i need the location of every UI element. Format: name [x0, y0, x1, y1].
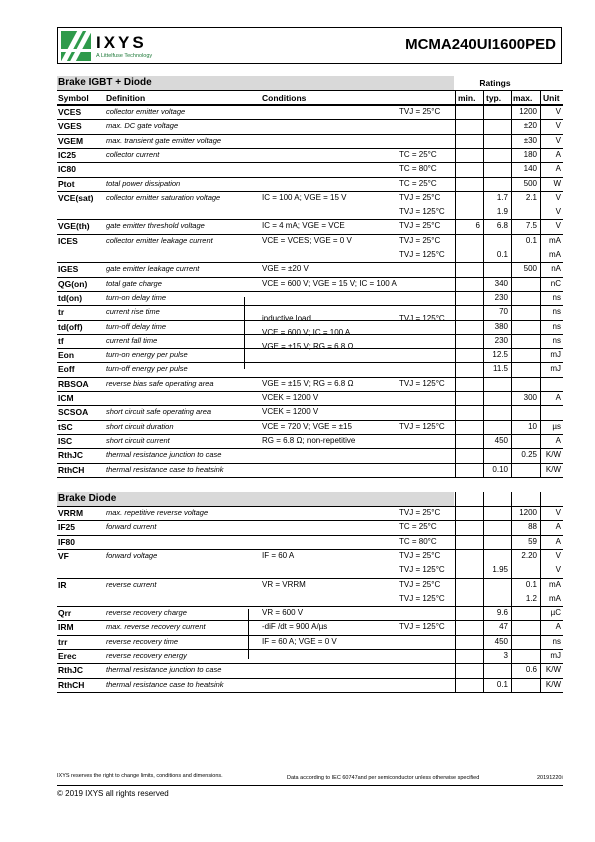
unit-cell: A [555, 149, 561, 159]
row-divider [57, 162, 563, 163]
unit-cell: mA [549, 250, 561, 259]
switching-tc: TVJ = 125°C [399, 314, 445, 323]
switching-cond-1: inductive load [262, 314, 311, 323]
unit-cell: µs [552, 421, 561, 431]
max-cell: ±30 [523, 135, 537, 145]
table-row [57, 262, 563, 276]
row-divider [57, 678, 563, 679]
definition-cell: thermal resistance case to heatsink [106, 464, 224, 474]
max-cell: 140 [523, 164, 537, 174]
condition-cell: VR = VRRM [262, 579, 306, 589]
condition-cell: VCE = 600 V; VGE = 15 V; IC = 100 A [262, 278, 397, 288]
table-row [57, 420, 563, 434]
row-divider [57, 105, 563, 106]
symbol-cell: ICES [58, 235, 78, 246]
max-cell: 59 [528, 536, 537, 546]
definition-cell: forward current [106, 522, 157, 532]
condition-cell: VCE = VCES; VGE = 0 V [262, 235, 352, 245]
max-cell: 0.1 [525, 579, 537, 589]
max-cell: 1.2 [525, 593, 537, 603]
table-row [57, 134, 563, 148]
column-divider [483, 90, 484, 477]
part-number: MCMA240UI1600PED [405, 36, 556, 53]
row-divider [57, 420, 563, 421]
max-cell: 10 [528, 421, 537, 431]
symbol-cell: IR [58, 579, 67, 590]
max-cell: ±20 [523, 121, 537, 131]
temperature-cell: TC = 25°C [399, 178, 437, 188]
row-divider [57, 377, 563, 378]
symbol-cell: VCES [58, 107, 82, 117]
symbol-cell: Qrr [58, 608, 72, 619]
table-row [57, 248, 563, 262]
table-row [57, 277, 563, 291]
unit-cell: V [555, 192, 561, 202]
row-divider [57, 362, 563, 363]
definition-cell: max. transient gate emitter voltage [106, 135, 222, 145]
table-row [57, 606, 563, 620]
definition-cell: turn-on delay time [106, 292, 167, 302]
condition-cell: VGE = ±15 V; RG = 6.8 Ω [262, 378, 354, 388]
definition-cell: current rise time [106, 307, 160, 317]
typ-cell: 6.8 [496, 221, 508, 231]
definition-cell: reverse recovery time [106, 636, 179, 646]
column-divider [455, 90, 456, 477]
switching-cond-3: VGE = ±15 V; RG = 6.8 Ω [262, 342, 354, 351]
unit-cell: V [555, 121, 561, 131]
temperature-cell: TC = 25°C [399, 149, 437, 159]
unit-cell: mJ [550, 350, 561, 360]
max-cell: 88 [528, 522, 537, 532]
definition-cell: current fall time [106, 335, 158, 345]
row-divider [57, 305, 563, 306]
symbol-cell: VCE(sat) [58, 192, 94, 203]
unit-cell: A [555, 536, 561, 546]
typ-cell: 47 [499, 622, 508, 632]
definition-cell: short circuit duration [106, 421, 174, 431]
col-conditions: Conditions [262, 93, 307, 103]
temperature-cell: TVJ = 25°C [399, 221, 441, 231]
definition-cell: short circuit safe operating area [106, 407, 212, 417]
symbol-cell: IF25 [58, 522, 76, 533]
unit-cell: mA [549, 593, 561, 603]
temperature-cell: TVJ = 125°C [399, 622, 445, 632]
column-divider [540, 90, 541, 477]
symbol-cell: RthCH [58, 679, 85, 690]
switching-brace [244, 297, 245, 369]
definition-cell: reverse recovery charge [106, 608, 187, 618]
temperature-cell: TC = 25°C [399, 522, 437, 532]
unit-cell: V [555, 508, 561, 517]
col-unit: Unit [543, 93, 560, 103]
row-divider [57, 148, 563, 149]
temperature-cell: TVJ = 125°C [399, 378, 445, 388]
col-max: max. [513, 93, 533, 103]
typ-cell: 70 [499, 307, 508, 317]
column-divider [483, 492, 484, 692]
table-row [57, 678, 563, 692]
definition-cell: thermal resistance junction to case [106, 665, 222, 675]
unit-cell: A [555, 393, 561, 402]
row-divider [57, 663, 563, 664]
typ-cell: 0.1 [496, 679, 508, 689]
unit-cell: mJ [550, 651, 561, 660]
unit-cell: A [555, 522, 561, 532]
column-divider [455, 492, 456, 692]
condition-cell: IF = 60 A; VGE = 0 V [262, 636, 337, 646]
row-divider [57, 219, 563, 220]
table-row [57, 649, 563, 663]
symbol-cell: SCSOA [58, 407, 89, 418]
temperature-cell: TVJ = 125°C [399, 421, 445, 431]
column-divider [540, 492, 541, 692]
row-divider [57, 535, 563, 536]
table-row [57, 405, 563, 419]
typ-cell: 380 [494, 321, 508, 331]
brand-tagline: A Littelfuse Technology [96, 53, 153, 59]
row-divider [57, 234, 563, 235]
unit-cell: ns [552, 335, 561, 345]
col-min: min. [458, 93, 476, 103]
definition-cell: thermal resistance junction to case [106, 450, 222, 460]
temperature-cell: TVJ = 25°C [399, 235, 441, 245]
condition-cell: IF = 60 A [262, 550, 295, 560]
unit-cell: V [555, 221, 561, 231]
typ-cell: 230 [494, 292, 508, 302]
min-cell: 6 [475, 221, 480, 231]
table-row [57, 391, 563, 405]
table-row [57, 219, 563, 233]
symbol-cell: IC25 [58, 149, 76, 160]
condition-cell: -diF /dt = 900 A/µs [262, 622, 328, 632]
definition-cell: max. repetitive reverse voltage [106, 508, 209, 517]
max-cell: 2.1 [525, 192, 537, 202]
condition-cell: VCEK = 1200 V [262, 393, 319, 402]
typ-cell: 0.1 [496, 250, 508, 259]
typ-cell: 11.5 [493, 364, 508, 374]
symbol-cell: VF [58, 550, 69, 561]
definition-cell: reverse bias safe operating area [106, 378, 214, 388]
symbol-cell: RthCH [58, 464, 85, 475]
symbol-cell: td(off) [58, 321, 83, 332]
symbol-cell: QG(on) [58, 278, 88, 289]
typ-cell: 1.7 [496, 192, 508, 202]
row-divider [57, 649, 563, 650]
unit-cell: ns [552, 321, 561, 331]
row-divider [57, 549, 563, 550]
table-row [57, 549, 563, 563]
column-divider [511, 90, 512, 477]
temperature-cell: TVJ = 25°C [399, 550, 441, 560]
column-divider [511, 492, 512, 692]
typ-cell: 450 [494, 636, 508, 646]
symbol-cell: Eon [58, 350, 75, 361]
table-row [57, 620, 563, 634]
definition-cell: total power dissipation [106, 178, 181, 188]
unit-cell: V [555, 550, 561, 560]
temperature-cell: TVJ = 125°C [399, 250, 445, 259]
symbol-cell: Erec [58, 651, 77, 661]
unit-cell: A [555, 622, 561, 632]
definition-cell: short circuit current [106, 435, 170, 445]
definition-cell: max. reverse recovery current [106, 622, 206, 632]
table-row [57, 434, 563, 448]
ratings-label: Ratings [479, 78, 511, 88]
unit-cell: K/W [545, 464, 561, 474]
row-divider [57, 434, 563, 435]
row-divider [57, 119, 563, 120]
typ-cell: 3 [503, 651, 508, 660]
temperature-cell: TC = 80°C [399, 536, 437, 546]
unit-cell: K/W [545, 665, 561, 675]
row-divider [57, 277, 563, 278]
symbol-cell: tr [58, 307, 65, 318]
copyright: © 2019 IXYS all rights reserved [57, 789, 169, 798]
unit-cell: A [555, 435, 561, 445]
row-divider [57, 578, 563, 579]
definition-cell: total gate charge [106, 278, 162, 288]
symbol-cell: td(on) [58, 292, 83, 303]
unit-cell: V [555, 207, 561, 217]
unit-cell: nC [550, 278, 561, 288]
definition-cell: reverse current [106, 579, 157, 589]
table-row [57, 105, 563, 119]
typ-cell: 1.9 [496, 207, 508, 217]
row-divider [57, 262, 563, 263]
max-cell: 2.20 [521, 550, 537, 560]
brand-name: IXYS [96, 33, 147, 52]
symbol-cell: trr [58, 636, 68, 647]
col-symbol: Symbol [58, 93, 89, 103]
row-divider [57, 463, 563, 464]
condition-cell: IC = 100 A; VGE = 15 V [262, 192, 347, 202]
table-row [57, 291, 563, 305]
unit-cell: W [553, 178, 561, 188]
header-rule [57, 104, 563, 105]
definition-cell: gate emitter leakage current [106, 264, 200, 274]
max-cell: 1200 [519, 107, 537, 116]
symbol-cell: IF80 [58, 536, 76, 547]
unit-cell: V [555, 135, 561, 145]
symbol-cell: VGE(th) [58, 221, 90, 232]
table-row [57, 205, 563, 219]
row-divider [57, 620, 563, 621]
table-row [57, 448, 563, 462]
recovery-brace [248, 609, 249, 659]
max-cell: 1200 [519, 508, 537, 517]
unit-cell: µC [550, 608, 561, 618]
footer-divider [57, 785, 563, 786]
definition-cell: max. DC gate voltage [106, 121, 179, 131]
temperature-cell: TVJ = 25°C [399, 192, 441, 202]
unit-cell: K/W [545, 679, 561, 689]
table-row [57, 234, 563, 248]
row-divider [57, 177, 563, 178]
symbol-cell: IC80 [58, 164, 76, 175]
symbol-cell: RthJC [58, 450, 84, 461]
table-bottom-line [57, 692, 563, 693]
header-rule [57, 90, 563, 91]
max-cell: 0.25 [521, 450, 537, 460]
unit-cell: A [555, 164, 561, 174]
col-definition: Definition [106, 93, 146, 103]
col-typ: typ. [486, 93, 502, 103]
table-row [57, 191, 563, 205]
temperature-cell: TVJ = 125°C [399, 593, 445, 603]
typ-cell: 340 [494, 278, 508, 288]
typ-cell: 0.10 [492, 464, 508, 474]
max-cell: 180 [523, 149, 537, 159]
table-row [57, 177, 563, 191]
symbol-cell: ISC [58, 435, 73, 446]
table-row [57, 162, 563, 176]
temperature-cell: TVJ = 25°C [399, 107, 441, 116]
condition-cell: RG = 6.8 Ω; non-repetitive [262, 435, 356, 445]
switching-cond-2: VCE = 600 V; IC = 100 A [262, 328, 351, 337]
table-row [57, 563, 563, 577]
footer-standard: Data according to IEC 60747and per semiconductor unless otherwise specified [287, 775, 480, 781]
symbol-cell: tSC [58, 421, 73, 432]
row-divider [57, 191, 563, 192]
unit-cell: V [555, 107, 561, 116]
section-title-diode: Brake Diode [57, 492, 454, 506]
definition-cell: reverse recovery energy [106, 651, 187, 660]
definition-cell: turn-off energy per pulse [106, 364, 188, 374]
footer-disclaimer: IXYS reserves the right to change limits, conditions and dimensions. [57, 773, 223, 779]
table-row [57, 635, 563, 649]
max-cell: 500 [523, 264, 537, 274]
definition-cell: gate emitter threshold voltage [106, 221, 205, 231]
table-row [57, 119, 563, 133]
table-row [57, 592, 563, 606]
symbol-cell: ICM [58, 393, 74, 403]
condition-cell: VGE = ±20 V [262, 264, 309, 274]
header [57, 27, 562, 64]
definition-cell: collector emitter saturation voltage [106, 192, 221, 202]
unit-cell: ns [552, 307, 561, 317]
symbol-cell: VRRM [58, 508, 84, 518]
max-cell: 7.5 [525, 221, 537, 231]
table-row [57, 362, 563, 376]
row-divider [57, 606, 563, 607]
max-cell: 0.6 [525, 665, 537, 675]
symbol-cell: IRM [58, 622, 74, 633]
table-row [57, 506, 563, 520]
temperature-cell: TVJ = 125°C [399, 207, 445, 217]
section-title-igbt: Brake IGBT + Diode [57, 76, 454, 90]
table-row [57, 377, 563, 391]
row-divider [57, 405, 563, 406]
table-row [57, 578, 563, 592]
footer-code: 20191220i [537, 775, 563, 781]
max-cell: 500 [523, 178, 537, 188]
condition-cell: VCE = 720 V; VGE = ±15 [262, 421, 352, 431]
max-cell: 300 [523, 393, 537, 402]
symbol-cell: RBSOA [58, 378, 89, 389]
condition-cell: VCEK = 1200 V [262, 407, 319, 417]
temperature-cell: TC = 80°C [399, 164, 437, 174]
row-divider [57, 291, 563, 292]
row-divider [57, 448, 563, 449]
condition-cell: IC = 4 mA; VGE = VCE [262, 221, 345, 231]
row-divider [57, 134, 563, 135]
typ-cell: 450 [494, 435, 508, 445]
row-divider [57, 635, 563, 636]
symbol-cell: tf [58, 335, 64, 346]
temperature-cell: TVJ = 125°C [399, 565, 445, 575]
typ-cell: 230 [494, 335, 508, 345]
table-row [57, 535, 563, 549]
definition-cell: turn-on energy per pulse [106, 350, 188, 360]
unit-cell: ns [552, 636, 561, 646]
typ-cell: 12.5 [492, 350, 508, 360]
table-row [57, 520, 563, 534]
row-divider [57, 520, 563, 521]
unit-cell: K/W [545, 450, 561, 460]
symbol-cell: VGES [58, 121, 82, 132]
row-divider [57, 391, 563, 392]
unit-cell: nA [551, 264, 561, 274]
typ-cell: 9.6 [496, 608, 508, 618]
definition-cell: collector current [106, 149, 160, 159]
definition-cell: turn-off delay time [106, 321, 167, 331]
definition-cell: collector emitter leakage current [106, 235, 213, 245]
symbol-cell: VGEM [58, 135, 84, 146]
symbol-cell: Ptot [58, 178, 75, 189]
table-bottom-line [57, 477, 563, 478]
unit-cell: V [555, 565, 561, 575]
temperature-cell: TVJ = 25°C [399, 508, 441, 517]
symbol-cell: Eoff [58, 364, 75, 375]
unit-cell: mJ [550, 364, 561, 374]
unit-cell: mA [549, 579, 561, 589]
definition-cell: forward voltage [106, 550, 158, 560]
symbol-cell: RthJC [58, 665, 84, 676]
table-row [57, 463, 563, 477]
max-cell: 0.1 [525, 235, 537, 245]
temperature-cell: TVJ = 25°C [399, 579, 441, 589]
definition-cell: collector emitter voltage [106, 107, 186, 116]
definition-cell: thermal resistance case to heatsink [106, 679, 224, 689]
unit-cell: ns [552, 292, 561, 302]
row-divider [57, 506, 563, 507]
ixys-logo-icon [61, 31, 91, 61]
symbol-cell: IGES [58, 264, 79, 275]
unit-cell: mA [549, 235, 561, 245]
typ-cell: 1.95 [492, 565, 508, 575]
table-row [57, 663, 563, 677]
condition-cell: VR = 600 V [262, 608, 304, 618]
table-row [57, 148, 563, 162]
